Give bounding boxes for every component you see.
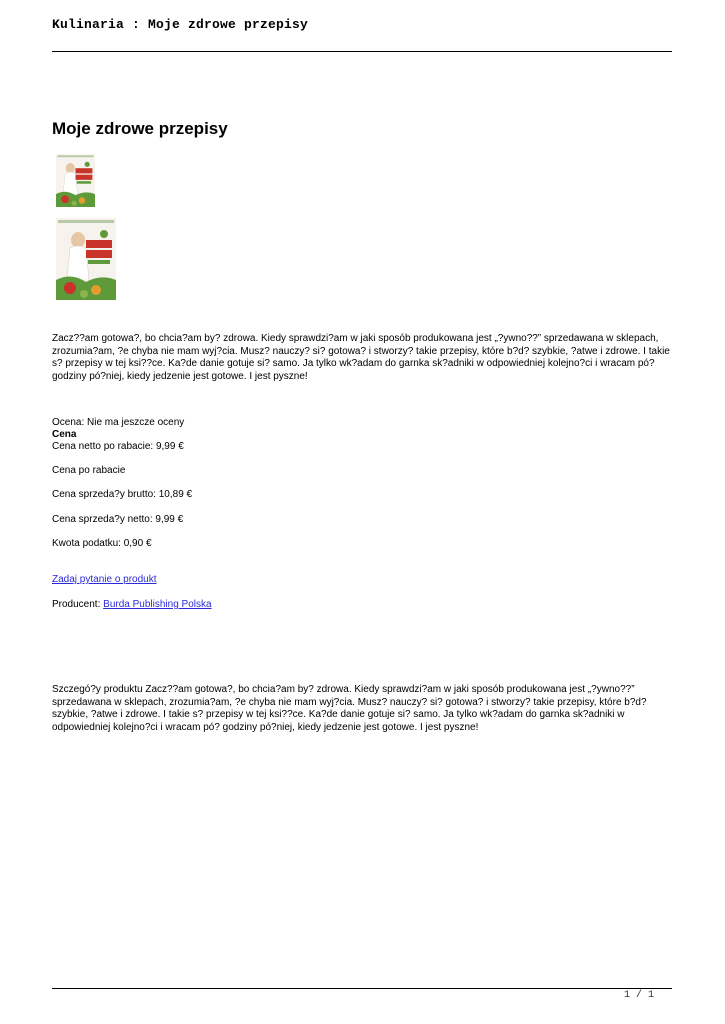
producer-row — [52, 599, 212, 611]
ask-question-row — [52, 574, 157, 586]
price-after-discount: Cena po rabacie — [52, 465, 126, 476]
product-intro: Zacz??am gotowa?, bo chcia?am by? zdrowa. Kiedy sprawdzi?am w jaki sposób produkowana jest „?ywno??” sprzedawana w sklepach, zrozumia?am, ?e chyba nie mam wyj?cia. Musz? nauczy? si? gotowa? i stworzy? takie przepisy, które b?d? szybkie, ?atwe i zdrowe. I takie s? przepisy w tej ksi??ce. Ka?de danie gotuje si? samo. Ja tylko wk?adam do garnka sk?adniki w odpowiedniej kolejno?ci i wracam pó? godziny pó?niej, kiedy jedzenie jest gotowe. I jest pyszne! — [52, 333, 670, 382]
header-title: Kulinaria : Moje zdrowe przepisy — [52, 17, 309, 32]
price-heading: Cena — [52, 429, 77, 440]
product-details: Szczegó?y produktu Zacz??am gotowa?, bo chcia?am by? zdrowa. Kiedy sprawdzi?am w jaki sposób produkowana jest „?ywno??” sprzedawana w sklepach, zrozumia?am, ?e chyba nie mam wyj?cia. Musz? nauczy? si? gotowa? i stworzy? takie przepisy, które b?d? szybkie, ?atwe i zdrowe. I takie s? przepisy w tej ksi??ce. Ka?de danie gotuje si? samo. Ja tylko wk?adam do garnka sk?adniki w odpowiedniej kolejno?ci i wracam pó? godziny pó?niej, kiedy jedzenie jest gotowe. I jest pyszne! — [52, 684, 647, 733]
producer-link[interactable]: Burda Publishing Polska — [103, 599, 212, 610]
footer-divider — [52, 988, 672, 989]
net-sale-price: Cena sprzeda?y netto: 9,99 € — [52, 514, 184, 525]
page-title: Moje zdrowe przepisy — [52, 119, 228, 138]
gross-sale-price: Cena sprzeda?y brutto: 10,89 € — [52, 489, 193, 500]
ask-question-link[interactable]: Zadaj pytanie o produkt — [52, 574, 157, 585]
page-number: 1 / 1 — [624, 990, 655, 1001]
rating-text: Ocena: Nie ma jeszcze oceny — [52, 417, 185, 428]
net-price-after-discount: Cena netto po rabacie: 9,99 € — [52, 441, 184, 452]
header-divider — [52, 51, 672, 52]
producer-label: Producent: — [52, 599, 104, 610]
book-cover-large-image[interactable] — [56, 218, 116, 300]
book-cover-thumbnail[interactable] — [56, 154, 95, 207]
tax-amount: Kwota podatku: 0,90 € — [52, 538, 152, 549]
book-cover-image — [56, 218, 116, 300]
book-cover-image — [56, 154, 95, 207]
